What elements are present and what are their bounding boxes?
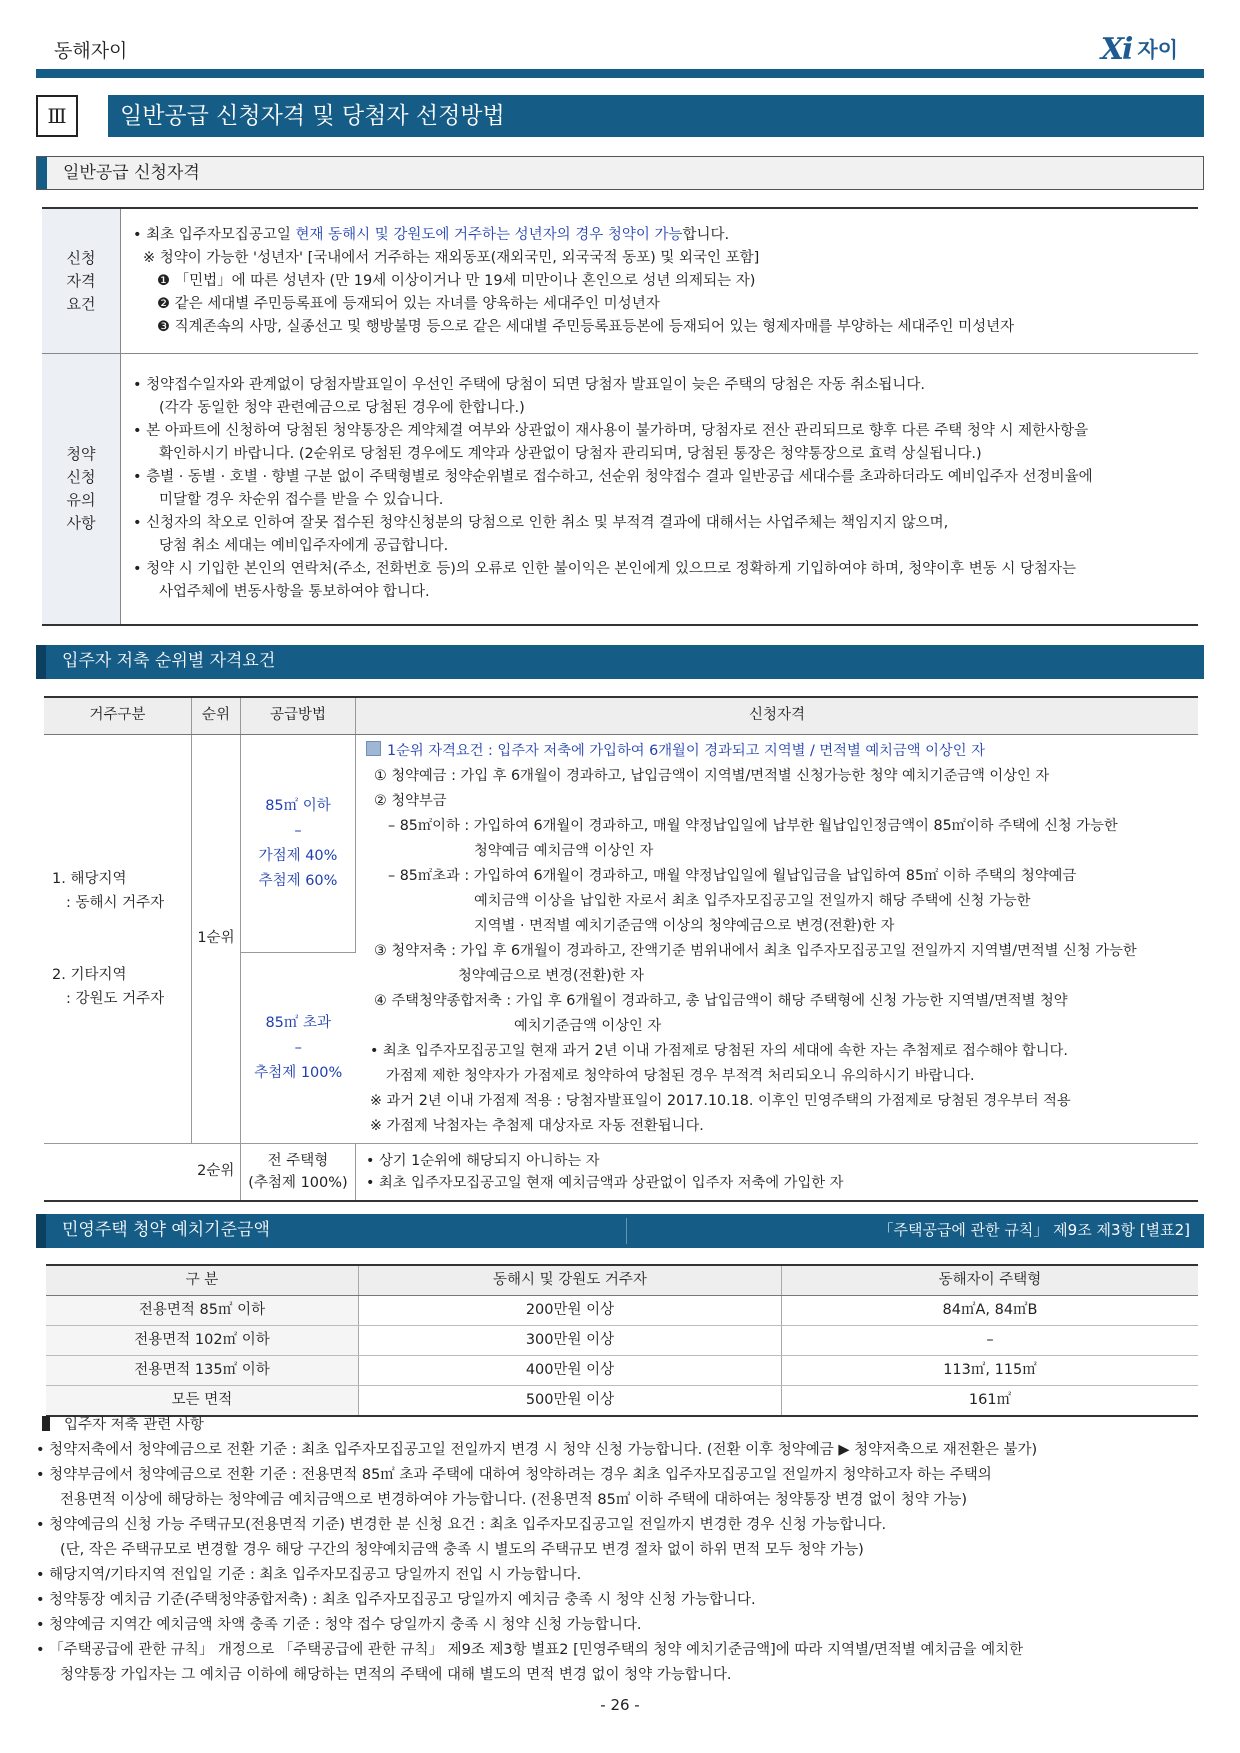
rank2-residence-empty [44, 1144, 192, 1202]
qual-line: – 85㎡초과 : 가입하여 6개월이 경과하고, 매월 약정납입일에 월납입금을 납입하여 85㎡ 이하 주택의 청약예금 [388, 868, 1077, 884]
eligibility-heading [36, 156, 1204, 190]
note-item: • 청약통장 예치금 기준(주택청약종합저축) : 최초 입주자모집공고 당일까지 예치금 충족 시 청약 신청 가능합니다. [36, 1592, 756, 1608]
deposit-heading [36, 1214, 1204, 1248]
area-line: 2. 기타지역 [52, 967, 127, 983]
qual-line: 가점제 제한 청약자가 가점제로 청약하여 당첨된 경우 부적격 처리되오니 유의하시기 바랍니다. [386, 1068, 975, 1084]
col-rank: 순위 [192, 697, 241, 735]
xi-logo [1101, 28, 1178, 72]
qual-line: 청약예금 예치금액 이상인 자 [474, 843, 654, 859]
note-item-continued: 청약통장 가입자는 그 예치금 이하에 해당하는 면적의 주택에 대해 별도의 면적 변경 없이 청약 가능합니다. [60, 1667, 732, 1683]
section-title: 일반공급 신청자격 및 당첨자 선정방법 [108, 95, 1204, 137]
qualification-cell [356, 735, 1199, 1144]
ranking-heading-text: 입주자 저축 순위별 자격요건 [62, 651, 276, 671]
method-line: – [294, 822, 302, 839]
highlight-text: 현재 동해시 및 강원도에 거주하는 성년자의 경우 청약이 가능 [295, 226, 683, 243]
note-item: • 청약예금 지역간 예치금액 차액 충족 기준 : 청약 접수 당일까지 충족 시 청약 신청 가능합니다. [36, 1617, 642, 1633]
deposit-cell: 84㎡A, 84㎡B [782, 1296, 1199, 1326]
cautions-label [42, 354, 121, 626]
qual-line: – 85㎡이하 : 가입하여 6개월이 경과하고, 매월 약정납입일에 납부한 월납입인정금액이 85㎡이하 주택에 신청 가능한 [388, 818, 1118, 834]
qual-lines [366, 764, 1194, 1139]
caution-line: • 청약 시 기입한 본인의 연락처(주소, 전화번호 등)의 오류로 인한 불이익은 본인에게 있으므로 정확하게 기입하여야 하며, 청약이후 변동 시 당첨자는 [133, 561, 1077, 577]
qual-line: 지역별 · 면적별 예치기준금액 이상의 청약예금으로 변경(전환)한 자 [474, 918, 895, 934]
area-line: 1. 해당지역 [52, 871, 127, 887]
eligibility-table [42, 207, 1198, 626]
eligibility-heading-text: 일반공급 신청자격 [63, 163, 200, 183]
method-line: – [294, 1039, 302, 1056]
savings-notes [36, 1413, 1206, 1688]
deposit-row [46, 1386, 1198, 1417]
deposit-reference: 「주택공급에 관한 규칙」 제9조 제3항 [별표2] [878, 1221, 1190, 1239]
deposit-cell: 200만원 이상 [359, 1296, 782, 1326]
method-line: 추첨제 100% [254, 1064, 343, 1081]
requirements-label [42, 208, 121, 354]
label-line: 신청 [66, 248, 96, 267]
caution-line: • 청약접수일자와 관계없이 당첨자발표일이 우선인 주택에 당첨이 되면 당첨자 발표일이 늦은 주택의 당첨은 자동 취소됩니다. [133, 377, 926, 393]
qual-line: ④ 주택청약종합저축 : 가입 후 6개월이 경과하고, 총 납입금액이 해당 주택형에 신청 가능한 지역별/면적별 청약 [374, 993, 1068, 1009]
requirement-line [133, 224, 1188, 247]
qual-title-text: 1순위 자격요건 : 입주자 저축에 가입하여 6개월이 경과되고 지역별 / 면적별 예치금액 이상인 자 [387, 743, 985, 759]
requirement-line: ※ 청약이 가능한 '성년자' [국내에서 거주하는 재외동포(재외국민, 외국국적 동포) 및 외국인 포함] [143, 249, 760, 266]
label-line: 신청 [66, 468, 96, 486]
label-line: 유의 [66, 491, 96, 509]
rank2-cell: 2순위 [192, 1144, 241, 1202]
method-rank2 [241, 1144, 356, 1202]
col-residence: 거주구분 [44, 697, 192, 735]
text: • 최초 입주자모집공고일 [133, 226, 296, 243]
caution-line: 확인하시기 바랍니다. (2순위로 당첨된 경우에도 계약과 상관없이 당첨자 관리되며, 당첨된 통장은 청약통장으로 효력 상실됩니다.) [159, 446, 982, 462]
qual-line: 청약예금으로 변경(전환)한 자 [458, 968, 644, 984]
deposit-cell: 113㎡, 115㎡ [782, 1356, 1199, 1386]
caution-line: 당첨 취소 세대는 예비입주자에게 공급합니다. [159, 538, 449, 554]
deposit-cell: 500만원 이상 [359, 1386, 782, 1417]
requirement-line: ❸ 직계존속의 사망, 실종선고 및 행방불명 등으로 같은 세대별 주민등록표등본에 등재되어 있는 형제자매를 부양하는 세대주인 미성년자 [157, 318, 1015, 335]
caution-line: • 본 아파트에 신청하여 당첨된 청약통장은 계약체결 여부와 상관없이 재사용이 불가하며, 당첨자로 전산 관리되므로 향후 다른 주택 청약 시 제한사항을 [133, 423, 1089, 439]
section-number: Ⅲ [36, 95, 78, 137]
deposit-cell: 300만원 이상 [359, 1326, 782, 1356]
method-85-under [241, 735, 356, 953]
qual-line: ① 청약예금 : 가입 후 6개월이 경과하고, 납입금액이 지역별/면적별 신청가능한 청약 예치기준금액 이상인 자 [374, 768, 1050, 784]
method-line: 85㎡ 이하 [265, 797, 331, 814]
method-line: 85㎡ 초과 [265, 1014, 332, 1031]
method-line: 추첨제 60% [258, 872, 338, 889]
method-line: (추첨제 100%) [248, 1175, 348, 1191]
qual-line: ② 청약부금 [374, 793, 447, 809]
method-line: 전 주택형 [267, 1153, 329, 1169]
notes-title: 입주자 저축 관련 사항 [36, 1413, 1206, 1438]
deposit-cell: 400만원 이상 [359, 1356, 782, 1386]
xi-logo-text: 자이 [1137, 37, 1178, 62]
rank2-line: • 상기 1순위에 해당되지 아니하는 자 [366, 1153, 600, 1169]
caution-line: 미달할 경우 차순위 접수를 받을 수 있습니다. [159, 492, 444, 508]
page-number: - 26 - [600, 1696, 640, 1714]
note-item: • 「주택공급에 관한 규칙」 개정으로 「주택공급에 관한 규칙」 제9조 제3항 별표2 [민영주택의 청약 예치기준금액]에 따라 지역별/면적별 예치금을 예치한 [36, 1642, 1024, 1658]
area-line: : 강원도 거주자 [66, 991, 165, 1007]
caution-line: • 층별 · 동별 · 호별 · 향별 구분 없이 주택형별로 청약순위별로 접수하고, 선순위 청약접수 결과 일반공급 세대수를 초과하더라도 예비입주자 선정비율에 [133, 469, 1093, 485]
label-line: 청약 [66, 445, 96, 463]
deposit-row [46, 1296, 1198, 1326]
note-item: • 청약부금에서 청약예금으로 전환 기준 : 전용면적 85㎡ 초과 주택에 대하여 청약하려는 경우 최초 입주자모집공고일 전일까지 청약하고자 하는 주택의 [36, 1467, 992, 1483]
text: 합니다. [682, 226, 730, 243]
xi-logo-mark: Xi [1100, 32, 1132, 67]
deposit-cell: 전용면적 135㎡ 이하 [46, 1356, 359, 1386]
qual-line: 예치금액 이상을 납입한 자로서 최초 입주자모집공고일 전일까지 해당 주택에 신청 가능한 [474, 893, 1031, 909]
cautions-content [121, 354, 1199, 626]
method-line: 가점제 40% [258, 847, 338, 864]
square-bullet-icon [366, 741, 381, 756]
requirement-line: ❷ 같은 세대별 주민등록표에 등재되어 있는 자녀를 양육하는 세대주인 미성년자 [157, 295, 660, 312]
deposit-row [46, 1356, 1198, 1386]
rank1-row-a [44, 735, 1198, 953]
note-item-continued: 전용면적 이상에 해당하는 청약예금 예치금액으로 변경하여야 가능합니다. (전용면적 85㎡ 이하 주택에 대하여는 청약통장 변경 없이 청약 가능) [60, 1492, 968, 1508]
deposit-cell: 161㎡ [782, 1386, 1199, 1417]
col-resident: 동해시 및 강원도 거주자 [359, 1265, 782, 1296]
label-line: 사항 [66, 514, 96, 532]
qual-title [366, 739, 1194, 764]
ranking-header-row [44, 697, 1198, 735]
rank2-qualification [356, 1144, 1199, 1202]
ranking-heading [36, 645, 1204, 679]
rank2-line: • 최초 입주자모집공고일 현재 예치금액과 상관없이 입주자 저축에 가입한 자 [366, 1175, 844, 1191]
col-unit-types: 동해자이 주택형 [782, 1265, 1199, 1296]
col-qualification: 신청자격 [356, 697, 1199, 735]
deposit-table [46, 1264, 1198, 1417]
eligibility-row-requirements [42, 208, 1198, 354]
deposit-header-row [46, 1265, 1198, 1296]
rank2-row [44, 1144, 1198, 1202]
residence-cell [44, 735, 192, 1144]
qual-line: ③ 청약저축 : 가입 후 6개월이 경과하고, 잔액기준 범위내에서 최초 입주자모집공고일 전일까지 지역별/면적별 신청 가능한 [374, 943, 1137, 959]
deposit-cell: 모든 면적 [46, 1386, 359, 1417]
deposit-cell: 전용면적 102㎡ 이하 [46, 1326, 359, 1356]
note-item: • 청약예금의 신청 가능 주택규모(전용면적 기준) 변경한 분 신청 요건 : 최초 입주자모집공고일 전일까지 변경한 경우 신청 가능합니다. [36, 1517, 887, 1533]
label-line: 자격 [66, 271, 96, 290]
heading-divider [626, 1218, 627, 1244]
qual-line: • 최초 입주자모집공고일 현재 과거 2년 이내 가점제로 당첨된 자의 세대에 속한 자는 추첨제로 접수해야 합니다. [370, 1043, 1068, 1059]
deposit-row [46, 1326, 1198, 1356]
requirement-line: ❶ 「민법」에 따른 성년자 (만 19세 이상이거나 만 19세 미만이나 혼인으로 성년 의제되는 자) [157, 272, 756, 289]
eligibility-row-cautions [42, 354, 1198, 626]
area-line: : 동해시 거주자 [66, 895, 165, 911]
header-divider [36, 69, 1204, 78]
qual-line: 예치기준금액 이상인 자 [514, 1018, 662, 1034]
requirements-content [121, 208, 1199, 354]
caution-line: • 신청자의 착오로 인하여 잘못 접수된 청약신청분의 당첨으로 인한 취소 및 부적격 결과에 대해서는 사업주체는 책임지지 않으며, [133, 515, 949, 531]
deposit-heading-text: 민영주택 청약 예치기준금액 [62, 1220, 270, 1240]
note-item: • 청약저축에서 청약예금으로 전환 기준 : 최초 입주자모집공고일 전일까지 변경 시 청약 신청 가능합니다. (전환 이후 청약예금 ▶ 청약저축으로 재전환은 불가) [36, 1442, 1038, 1458]
col-category: 구 분 [46, 1265, 359, 1296]
rank1-cell: 1순위 [192, 735, 241, 1144]
site-name: 동해자이 [54, 40, 128, 62]
deposit-cell: 전용면적 85㎡ 이하 [46, 1296, 359, 1326]
ranking-table [44, 696, 1198, 1202]
qual-line: ※ 과거 2년 이내 가점제 적용 : 당첨자발표일이 2017.10.18. 이후인 민영주택의 가점제로 당첨된 경우부터 적용 [370, 1093, 1071, 1109]
deposit-body [46, 1296, 1198, 1417]
notes-items [36, 1438, 1206, 1688]
deposit-cell: – [782, 1326, 1199, 1356]
note-item: • 해당지역/기타지역 전입일 기준 : 최초 입주자모집공고 당일까지 전입 시 가능합니다. [36, 1567, 582, 1583]
label-line: 요건 [66, 294, 96, 313]
caution-line: (각각 동일한 청약 관련예금으로 당첨된 경우에 한합니다.) [159, 400, 525, 416]
caution-line: 사업주체에 변동사항을 통보하여야 합니다. [159, 584, 430, 600]
qual-line: ※ 가점제 낙첨자는 추첨제 대상자로 자동 전환됩니다. [370, 1118, 704, 1134]
note-item-continued: (단, 작은 주택규모로 변경할 경우 해당 구간의 청약예치금액 충족 시 별도의 주택규모 변경 절차 없이 하위 면적 모두 청약 가능) [60, 1542, 864, 1558]
method-85-over [241, 953, 356, 1144]
col-method: 공급방법 [241, 697, 356, 735]
